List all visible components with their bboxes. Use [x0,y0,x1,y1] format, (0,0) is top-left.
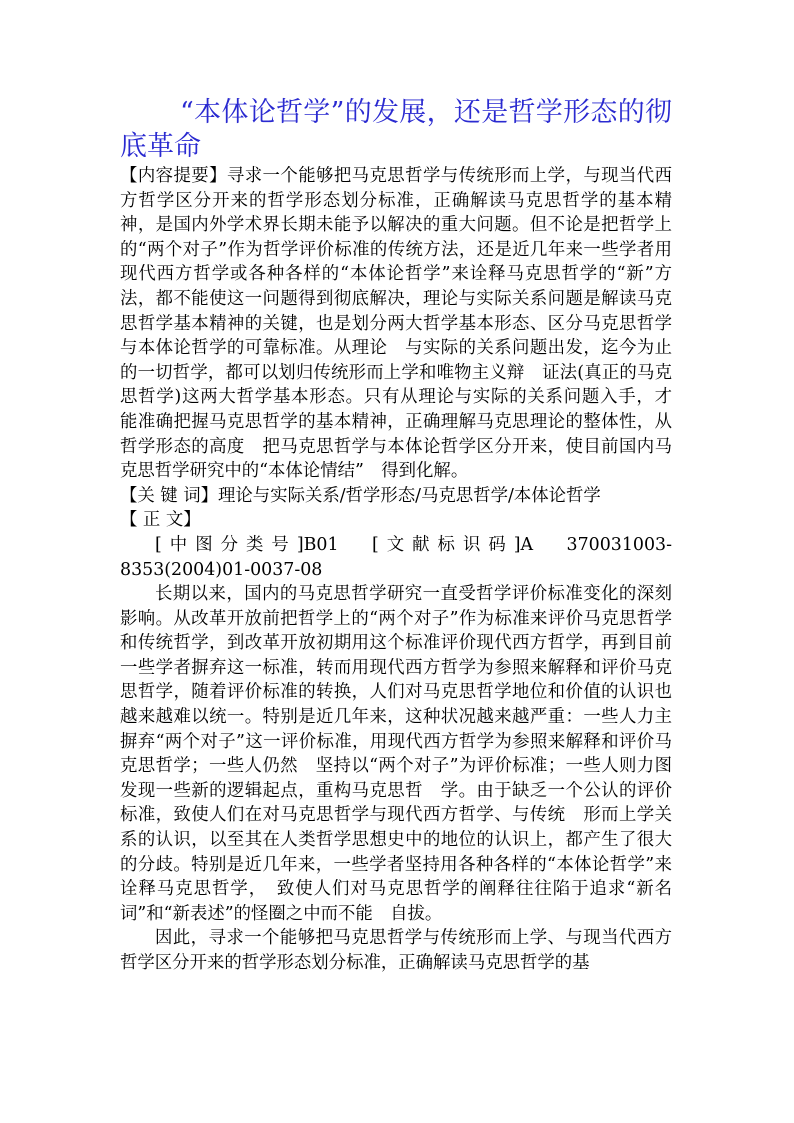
body-paragraph: 长期以来，国内的马克思哲学研究一直受哲学评价标准变化的深刻影响。从改革开放前把哲学上的“两个对子”作为标准来评价马克思哲学和传统哲学，到改革开放初期用这个标准评价现代西方哲学，再到目前一些学者摒弃这一标准，转而用现代西方哲学为参照来解释和评价马克思哲学，随着评价标准的转换，人们对马克思哲学地位和价值的认识也越来越难以统一。特别是近几年来，这种状况越来越严重：一些人力主摒弃“两个对子”这一评价标准，用现代西方哲学为参照来解释和评价马克思哲学；一些人仍然 坚持以“两个对子”为评价标准；一些人则力图发现一些新的逻辑起点，重构马克思哲 学。由于缺乏一个公认的评价标准，致使人们在对马克思哲学与现代西方哲学、与传统 形而上学关系的认识，以至其在人类哲学思想史中的地位的认识上，都产生了很大的分歧。特别是近几年来，一些学者坚持用各种各样的“本体论哲学”来诠释马克思哲学， 致使人们对马克思哲学的阐释往往陷于追求“新名词”和“新表述”的怪圈之中而不能 自拔。 [120,584,672,924]
document-page [120,96,690,976]
keywords-line: 【关 键 词】理论与实际关系/哲学形态/马克思哲学/本体论哲学 [120,485,601,506]
body-paragraph: 因此，寻求一个能够把马克思哲学与传统形而上学、与现当代西方哲学区分开来的哲学形态划分标准，正确解读马克思哲学的基 [120,928,672,973]
article-title: “本体论哲学”的发展，还是哲学形态的彻底革命 [120,97,672,162]
abstract-paragraph: 【内容提要】寻求一个能够把马克思哲学与传统形而上学，与现当代西方哲学区分开来的哲学形态划分标准，正确解读马克思哲学的基本精神，是国内外学术界长期未能予以解决的重大问题。但不论是把哲学上的“两个对子”作为哲学评价标准的传统方法，还是近几年来一些学者用现代西方哲学或各种各样的“本体论哲学”来诠释马克思哲学的“新”方法，都不能使这一问题得到彻底解决，理论与实际关系问题是解读马克思哲学基本精神的关键，也是划分两大哲学基本形态、区分马克思哲学与本体论哲学的可靠标准。从理论 与实际的关系问题出发，迄今为止的一切哲学，都可以划归传统形而上学和唯物主义辩 证法(真正的马克思哲学)这两大哲学基本形态。只有从理论与实际的关系问题入手，才 能准确把握马克思哲学的基本精神，正确理解马克思理论的整体性，从哲学形态的高度 把马克思哲学与本体论哲学区分开来，使目前国内马克思哲学研究中的“本体论情结” 得到化解。 [120,166,690,482]
classification-line: [中图分类号]B01 [文献标识码]A 370031003-8353(2004)01-0037-08 [120,534,672,580]
body-heading: 【 正 文】 [120,510,201,531]
